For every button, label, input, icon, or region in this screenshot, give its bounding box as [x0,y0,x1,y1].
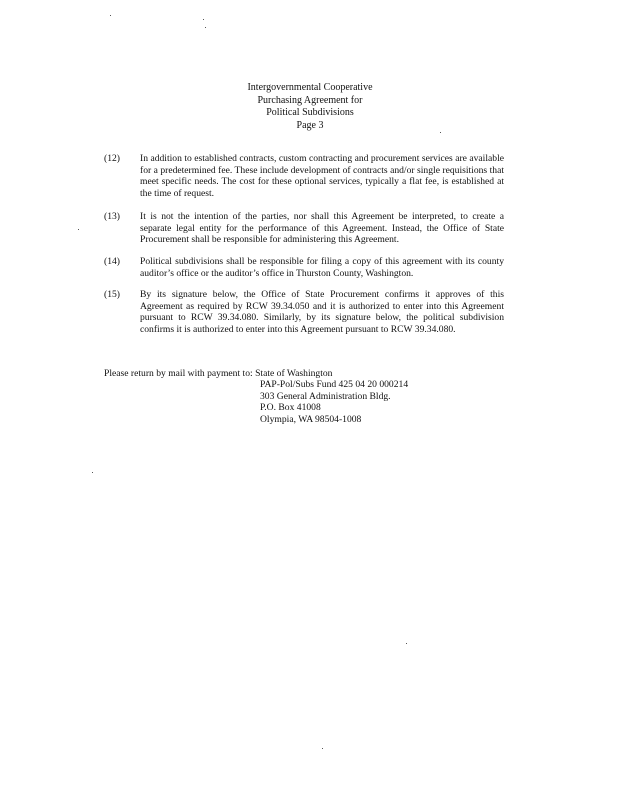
clause-number: (13) [104,211,120,222]
clause-number: (14) [104,256,120,267]
address-line: P.O. Box 41008 [260,402,321,413]
scan-speck [78,229,79,230]
scan-speck [322,748,323,749]
clause-number: (15) [104,289,120,300]
clause-text: It is not the intention of the parties, nor shall this Agreement be interpreted, to create a separate legal entity for the performance of this Agreement. Instead, the Office of State Procurement shall be responsible for administering this Agreement. [140,211,504,245]
header-title-line-3: Political Subdivisions [266,107,354,118]
header-title-line-1: Intergovernmental Cooperative [247,82,373,93]
clause-text: By its signature below, the Office of State Procurement confirms it approves of this Agreement as required by RCW 39.34.050 and it is authorized to enter into this Agreement pursuant to RCW 39.34.080. Similarly, by its signature below, the political subdivision confirms it is authorized to enter into this Agreement pursuant to RCW 39.34.080. [140,289,504,335]
address-line: Olympia, WA 98504-1008 [260,413,362,425]
address-line: PAP-Pol/Subs Fund 425 04 20 000214 [260,379,409,390]
address-line: 303 General Administration Bldg. [260,390,391,402]
clause-text: In addition to established contracts, custom contracting and procurement services are available for a predetermined fee. These include development of contracts and/or single requisitions that meet specific needs. The cost for these optional services, typically a flat fee, is established at the time of request. [140,153,504,199]
clause-13 [104,211,504,246]
scan-speck [406,643,407,644]
remittance-instructions [104,368,504,380]
scan-speck [92,472,93,473]
remittance-intro: Please return by mail with payment to: State of Washington [104,368,333,379]
clause-14 [104,256,504,279]
clause-number: (12) [104,153,120,164]
remittance-address [260,379,408,425]
header-title-line-2: Purchasing Agreement for [257,94,363,106]
document-header [0,82,620,132]
scan-speck [110,15,111,16]
scan-speck [440,132,441,133]
clause-12 [104,153,504,199]
clause-text: Political subdivisions shall be responsible for filing a copy of this agreement with its county auditor’s office or the auditor’s office in Thurston County, Washington. [140,256,504,279]
clause-15 [104,289,504,335]
scan-speck [205,27,206,28]
header-page-number: Page 3 [296,119,324,131]
scan-speck [203,19,204,20]
